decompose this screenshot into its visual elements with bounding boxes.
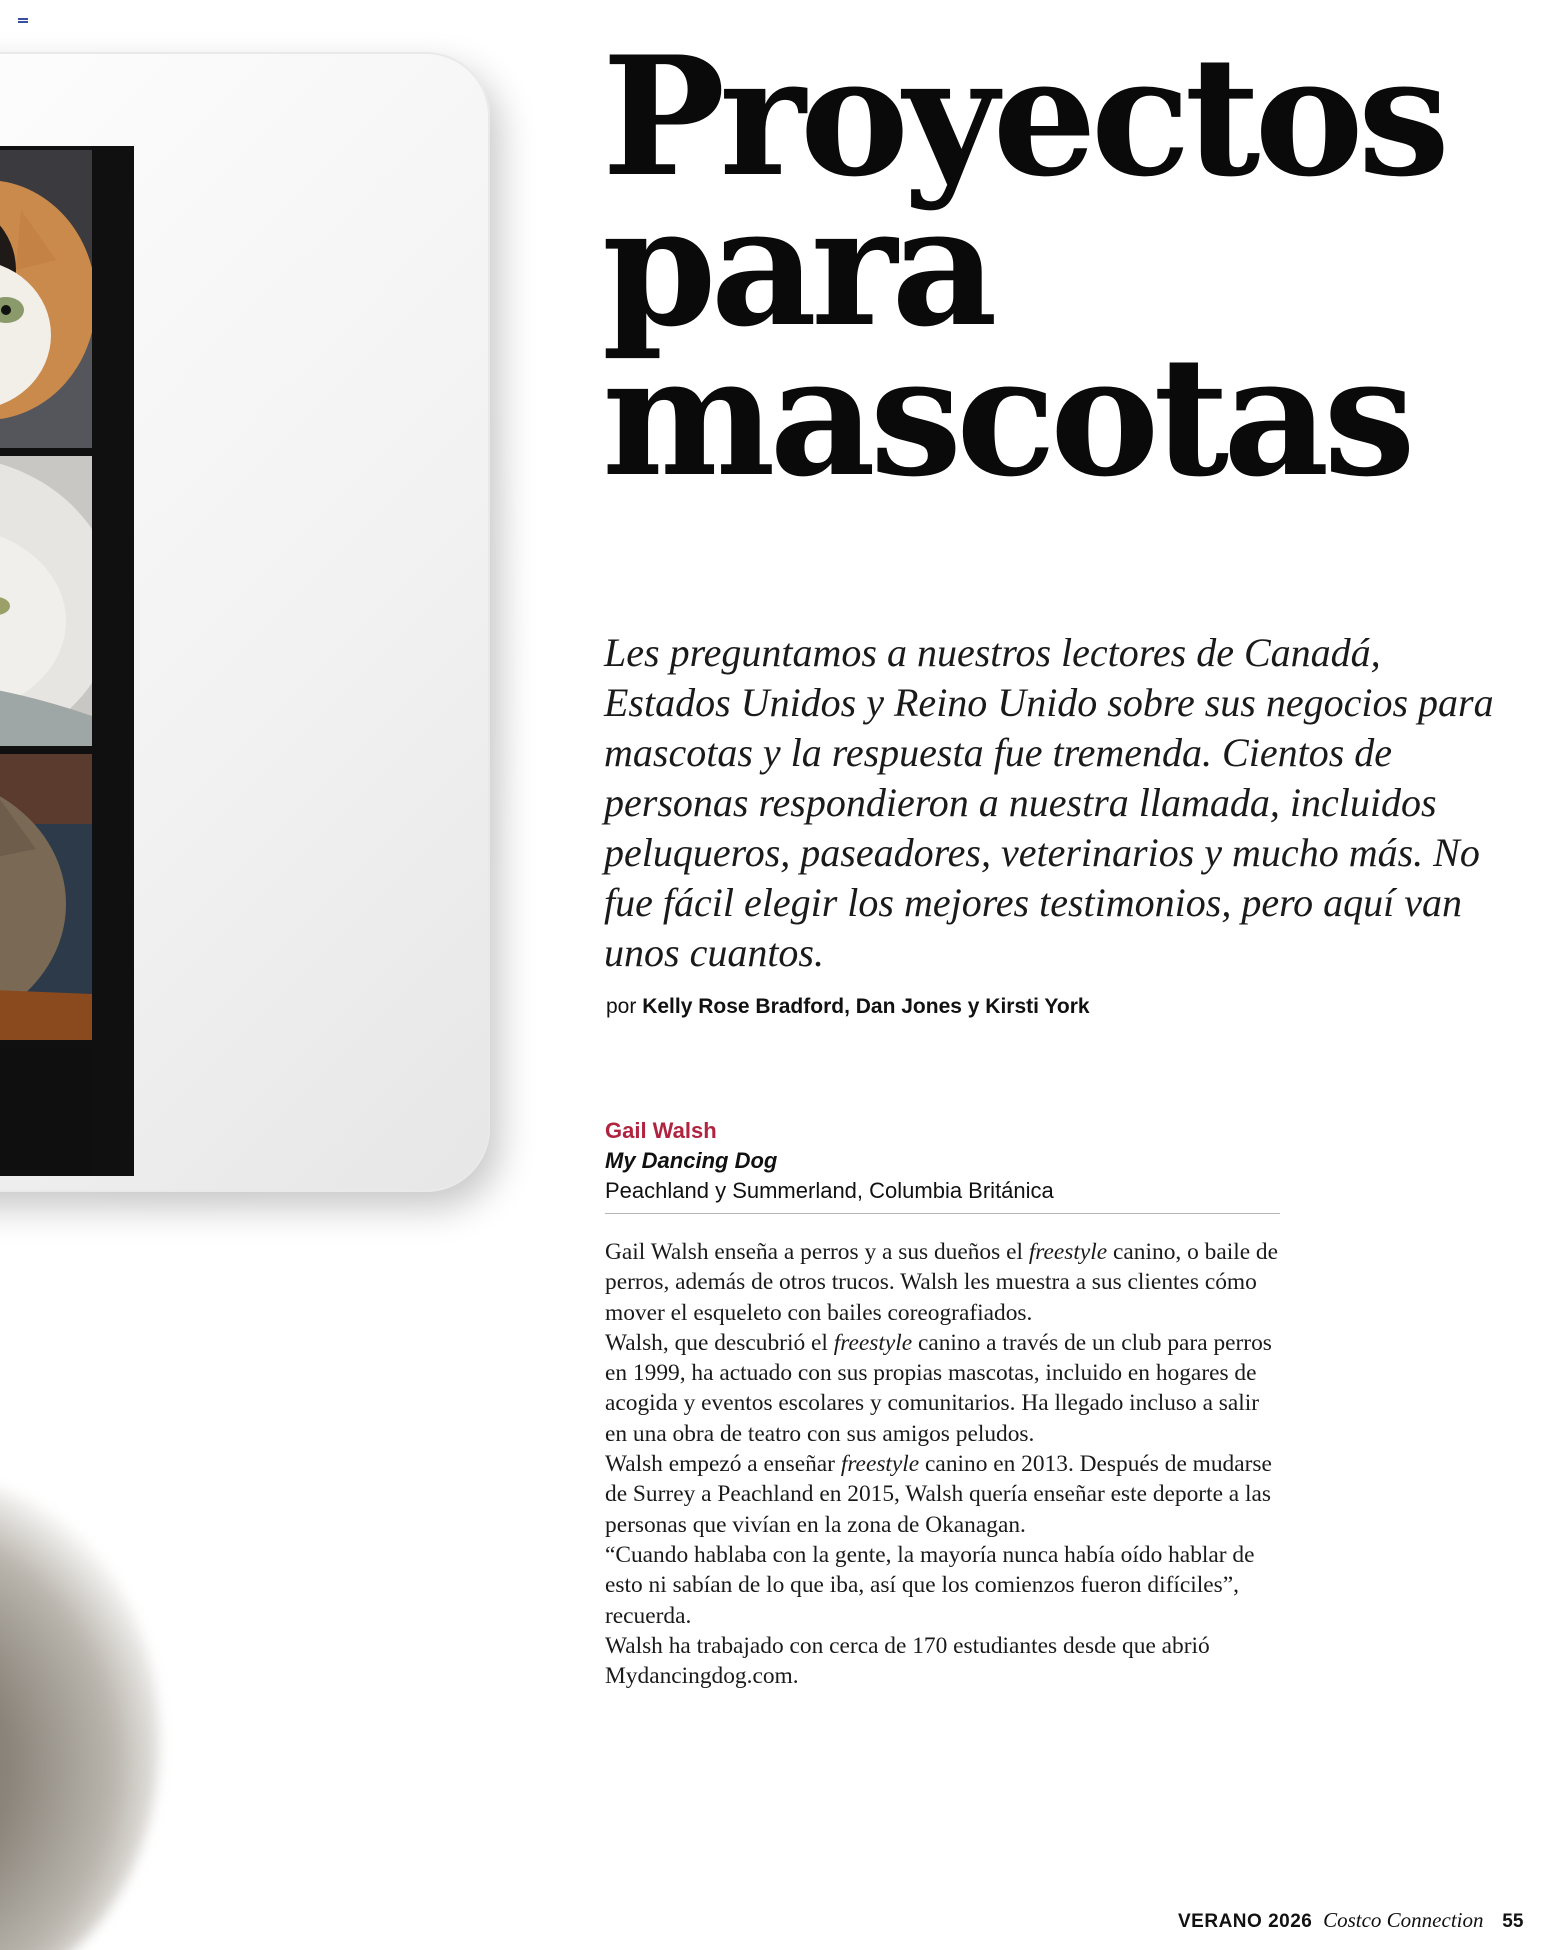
- footer-magazine: Costco Connection: [1323, 1908, 1484, 1932]
- p1-text-a: Gail Walsh enseña a perros y a sus dueños el: [605, 1239, 1029, 1265]
- p3-emphasis: freestyle: [840, 1451, 920, 1478]
- tabby-cat-image: [0, 754, 96, 1040]
- white-cat-image: [0, 456, 96, 746]
- paragraph-5: Walsh ha trabajado con cerca de 170 estudiantes desde que abrió Mydancingdog.com.: [605, 1632, 1210, 1690]
- p2-text-b: canino a través de un club para perros en 1999, ha actuado con sus propias mascotas, incluido en hogares de acogida y eventos escolares y comunitarios. Ha llegado incluso a salir en una obra de teatro con sus amigos peludos.: [605, 1329, 1272, 1447]
- headline-line-2: para: [602, 170, 992, 363]
- p2-emphasis: freestyle: [833, 1329, 913, 1356]
- tablet-device: [0, 52, 490, 1192]
- p3-text-a: Walsh empezó a enseñar: [605, 1451, 841, 1478]
- byline-prefix: por: [606, 995, 637, 1018]
- article-body: [605, 1237, 1280, 1691]
- paragraph-3: [605, 1449, 1280, 1540]
- profile-header: [605, 1118, 1280, 1214]
- paragraph-4: “Cuando hablaba con la gente, la mayoría nunca había oído hablar de esto ni sabían de lo que iba, así que los comienzos fueron difíciles”, recuerda.: [605, 1541, 1255, 1629]
- blank-tile: [0, 1048, 96, 1176]
- tablet-screen: [0, 146, 134, 1176]
- profile-business: My Dancing Dog: [605, 1148, 778, 1173]
- deck-intro: Les preguntamos a nuestros lectores de Canadá, Estados Unidos y Reino Unido sobre sus negocios para mascotas y la respuesta fue tremenda. Cientos de personas respondieron a nuestra llamada, incluidos peluqueros, paseadores, veterinarios y mucho más. No fue fácil elegir los mejores testimonios, pero aquí van unos cuantos.: [604, 630, 1494, 975]
- profile-location: Peachland y Summerland, Columbia Británica: [605, 1178, 1280, 1214]
- p3-text-b: canino en 2013. Después de mudarse de Surrey a Peachland en 2015, Walsh quería enseñar este deporte a las personas que vivían en la zona de Okanagan.: [605, 1451, 1272, 1538]
- cat-fur-blur: [0, 1480, 160, 1950]
- profile-name: Gail Walsh: [605, 1118, 717, 1143]
- headline-line-1: Proyectos: [602, 20, 1445, 213]
- headline-line-3: mascotas: [602, 320, 1410, 513]
- paragraph-1: [605, 1237, 1280, 1328]
- byline: [606, 995, 1090, 1019]
- paragraph-2: [605, 1328, 1280, 1449]
- p2-text-a: Walsh, que descubrió el: [605, 1329, 834, 1356]
- byline-authors: Kelly Rose Bradford, Dan Jones y Kirsti York: [642, 995, 1090, 1018]
- page-number: 55: [1502, 1911, 1524, 1932]
- calico-kitten-image: [0, 150, 96, 448]
- headline: [602, 20, 1522, 513]
- cover-photo: [0, 0, 560, 1950]
- page-footer: [1178, 1908, 1550, 1933]
- p1-emphasis: freestyle: [1028, 1239, 1108, 1265]
- p1-text-b: canino, o baile de perros, además de otros trucos. Walsh les muestra a sus clientes cómo mover el esqueleto con bailes coreografiados.: [605, 1239, 1279, 1326]
- footer-season: VERANO 2026: [1178, 1911, 1313, 1932]
